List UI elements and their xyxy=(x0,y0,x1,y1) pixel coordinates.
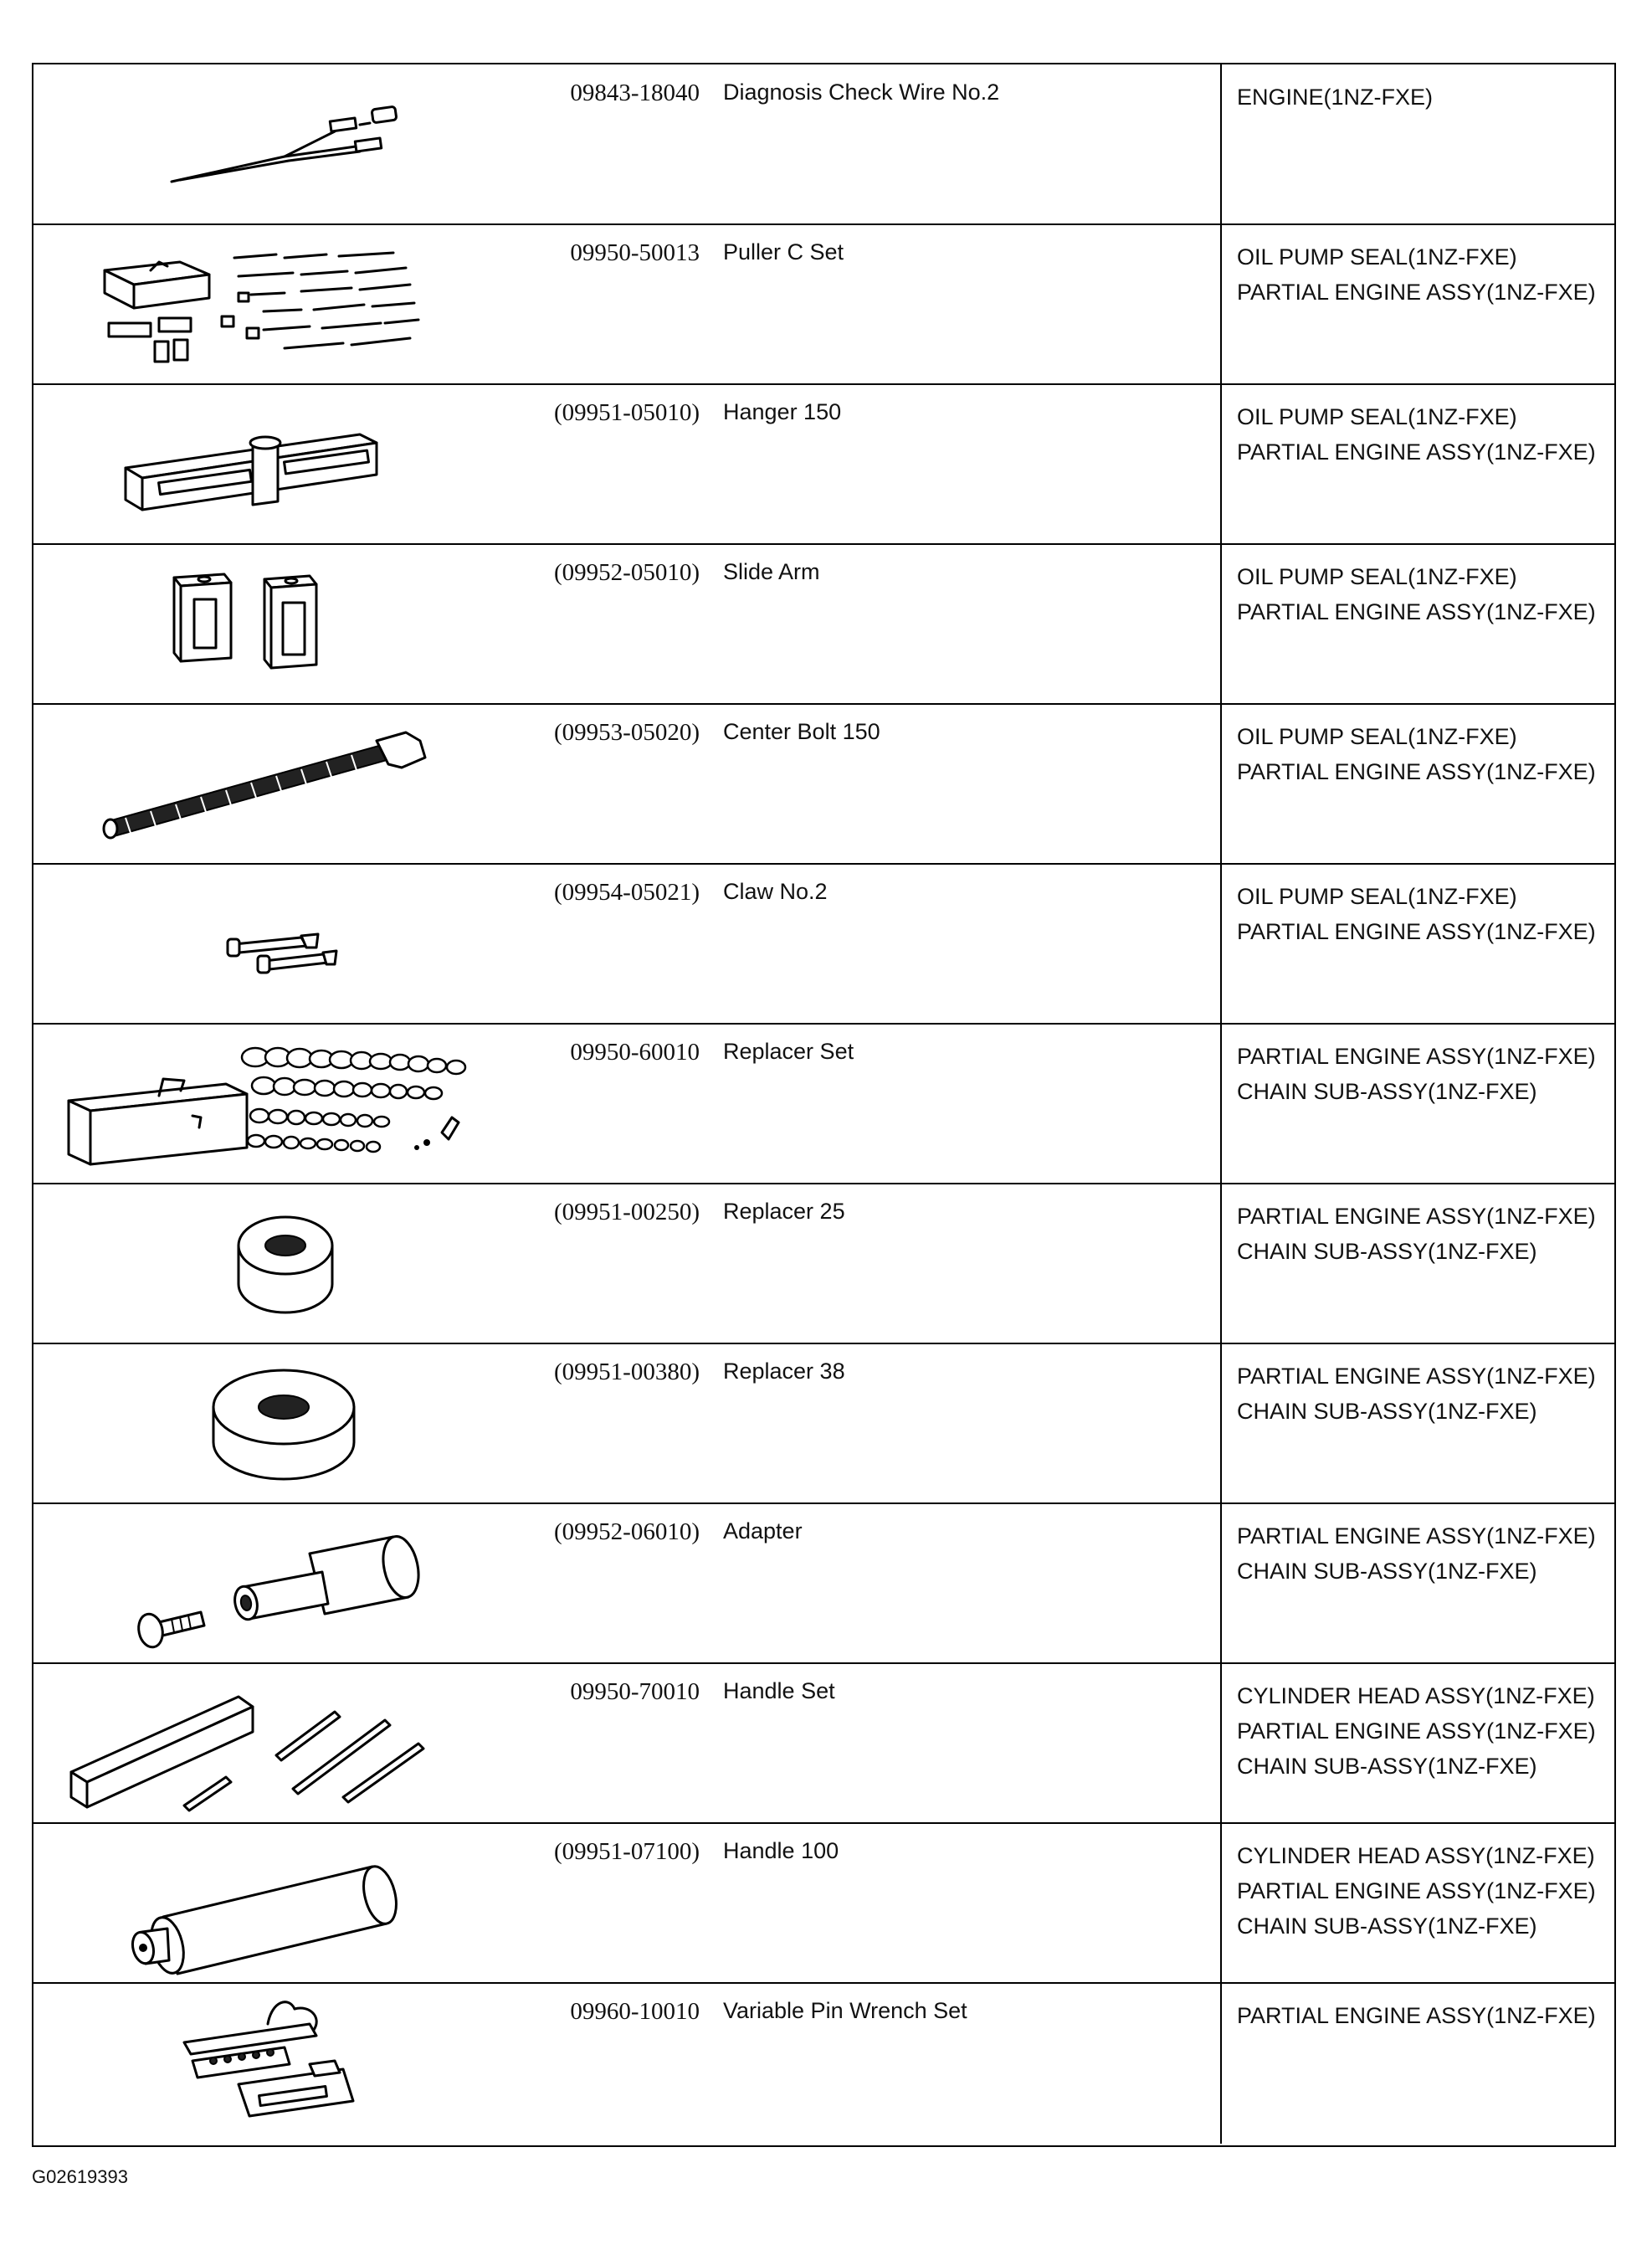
usage-item: PARTIAL ENGINE ASSY(1NZ-FXE) xyxy=(1237,2003,1596,2028)
center-bolt-icon xyxy=(33,704,502,863)
column-divider xyxy=(1220,224,1222,383)
tool-name: Slide Arm xyxy=(723,559,820,584)
usage-item: OIL PUMP SEAL(1NZ-FXE) xyxy=(1237,884,1517,909)
tool-name: Claw No.2 xyxy=(723,879,828,904)
special-service-tools-table xyxy=(32,63,1616,2147)
tool-row xyxy=(33,704,1614,865)
usage-item: PARTIAL ENGINE ASSY(1NZ-FXE) xyxy=(1237,1044,1596,1069)
tool-name: Hanger 150 xyxy=(723,399,842,424)
usage-list xyxy=(1237,239,1605,310)
usage-list xyxy=(1237,559,1605,629)
adapter-icon xyxy=(33,1503,502,1662)
usage-item: CHAIN SUB-ASSY(1NZ-FXE) xyxy=(1237,1079,1537,1104)
diagnosis-check-wire-icon xyxy=(33,64,502,223)
puller-c-set-icon xyxy=(33,224,502,383)
usage-list xyxy=(1237,1998,1605,2033)
column-divider xyxy=(1220,384,1222,543)
tool-row xyxy=(33,1663,1614,1824)
part-number: (09951-00380) xyxy=(554,1359,700,1385)
tool-row xyxy=(33,1503,1614,1664)
column-divider xyxy=(1220,1823,1222,1982)
usage-item: PARTIAL ENGINE ASSY(1NZ-FXE) xyxy=(1237,759,1596,784)
column-divider xyxy=(1220,1503,1222,1662)
figure-id: G02619393 xyxy=(32,2166,128,2187)
usage-list xyxy=(1237,1518,1605,1589)
usage-item: PARTIAL ENGINE ASSY(1NZ-FXE) xyxy=(1237,439,1596,465)
usage-item: PARTIAL ENGINE ASSY(1NZ-FXE) xyxy=(1237,1523,1596,1549)
part-number: 09950-50013 xyxy=(570,239,700,266)
usage-item: CHAIN SUB-ASSY(1NZ-FXE) xyxy=(1237,1913,1537,1939)
part-number: (09951-00250) xyxy=(554,1199,700,1225)
usage-item: CHAIN SUB-ASSY(1NZ-FXE) xyxy=(1237,1399,1537,1424)
replacer-38-icon xyxy=(33,1343,502,1502)
tool-row xyxy=(33,64,1614,225)
usage-item: ENGINE(1NZ-FXE) xyxy=(1237,85,1434,110)
usage-item: PARTIAL ENGINE ASSY(1NZ-FXE) xyxy=(1237,919,1596,944)
tool-name: Adapter xyxy=(723,1518,803,1544)
handle-100-icon xyxy=(33,1823,502,1982)
usage-item: CYLINDER HEAD ASSY(1NZ-FXE) xyxy=(1237,1843,1595,1868)
usage-item: OIL PUMP SEAL(1NZ-FXE) xyxy=(1237,724,1517,749)
usage-item: PARTIAL ENGINE ASSY(1NZ-FXE) xyxy=(1237,280,1596,305)
usage-list xyxy=(1237,1359,1605,1429)
tool-name: Puller C Set xyxy=(723,239,844,265)
column-divider xyxy=(1220,1663,1222,1822)
tool-row xyxy=(33,1343,1614,1504)
claw-icon xyxy=(33,864,502,1023)
part-number: (09952-05010) xyxy=(554,559,700,586)
part-number: (09951-05010) xyxy=(554,399,700,426)
column-divider xyxy=(1220,704,1222,863)
usage-list xyxy=(1237,879,1605,949)
tool-row xyxy=(33,1983,1614,2144)
column-divider xyxy=(1220,544,1222,703)
usage-list xyxy=(1237,80,1605,115)
tool-row xyxy=(33,224,1614,385)
part-number: (09952-06010) xyxy=(554,1518,700,1545)
column-divider xyxy=(1220,1983,1222,2144)
usage-item: CHAIN SUB-ASSY(1NZ-FXE) xyxy=(1237,1559,1537,1584)
usage-list xyxy=(1237,399,1605,470)
slide-arm-icon xyxy=(33,544,502,703)
usage-list xyxy=(1237,1838,1605,1944)
tool-row xyxy=(33,384,1614,545)
usage-list xyxy=(1237,719,1605,789)
tool-name: Replacer 25 xyxy=(723,1199,845,1224)
tool-row xyxy=(33,864,1614,1025)
usage-list xyxy=(1237,1199,1605,1269)
usage-item: PARTIAL ENGINE ASSY(1NZ-FXE) xyxy=(1237,1364,1596,1389)
tool-name: Diagnosis Check Wire No.2 xyxy=(723,80,1000,105)
part-number: 09950-70010 xyxy=(570,1678,700,1705)
replacer-25-icon xyxy=(33,1184,502,1343)
part-number: (09954-05021) xyxy=(554,879,700,906)
column-divider xyxy=(1220,864,1222,1023)
tool-name: Replacer Set xyxy=(723,1039,854,1064)
usage-item: OIL PUMP SEAL(1NZ-FXE) xyxy=(1237,244,1517,270)
part-number: 09950-60010 xyxy=(570,1039,700,1066)
column-divider xyxy=(1220,1343,1222,1502)
part-number: 09960-10010 xyxy=(570,1998,700,2025)
tool-name: Center Bolt 150 xyxy=(723,719,880,744)
hanger-icon xyxy=(33,384,502,543)
usage-item: OIL PUMP SEAL(1NZ-FXE) xyxy=(1237,404,1517,429)
tool-row xyxy=(33,1184,1614,1344)
tool-row xyxy=(33,544,1614,705)
usage-item: PARTIAL ENGINE ASSY(1NZ-FXE) xyxy=(1237,599,1596,624)
part-number: (09951-07100) xyxy=(554,1838,700,1865)
tool-name: Replacer 38 xyxy=(723,1359,845,1384)
usage-item: CHAIN SUB-ASSY(1NZ-FXE) xyxy=(1237,1239,1537,1264)
variable-pin-wrench-set-icon xyxy=(33,1983,502,2144)
usage-item: PARTIAL ENGINE ASSY(1NZ-FXE) xyxy=(1237,1878,1596,1903)
column-divider xyxy=(1220,64,1222,223)
replacer-set-icon xyxy=(33,1024,502,1183)
column-divider xyxy=(1220,1184,1222,1343)
tool-name: Handle Set xyxy=(723,1678,835,1703)
usage-item: OIL PUMP SEAL(1NZ-FXE) xyxy=(1237,564,1517,589)
tool-row xyxy=(33,1823,1614,1984)
tool-name: Handle 100 xyxy=(723,1838,839,1863)
usage-item: PARTIAL ENGINE ASSY(1NZ-FXE) xyxy=(1237,1718,1596,1744)
handle-set-icon xyxy=(33,1663,502,1822)
usage-list xyxy=(1237,1678,1605,1784)
usage-item: PARTIAL ENGINE ASSY(1NZ-FXE) xyxy=(1237,1204,1596,1229)
part-number: (09953-05020) xyxy=(554,719,700,746)
usage-list xyxy=(1237,1039,1605,1109)
part-number: 09843-18040 xyxy=(570,80,700,106)
column-divider xyxy=(1220,1024,1222,1183)
tool-row xyxy=(33,1024,1614,1184)
usage-item: CYLINDER HEAD ASSY(1NZ-FXE) xyxy=(1237,1683,1595,1708)
tool-name: Variable Pin Wrench Set xyxy=(723,1998,967,2023)
usage-item: CHAIN SUB-ASSY(1NZ-FXE) xyxy=(1237,1754,1537,1779)
